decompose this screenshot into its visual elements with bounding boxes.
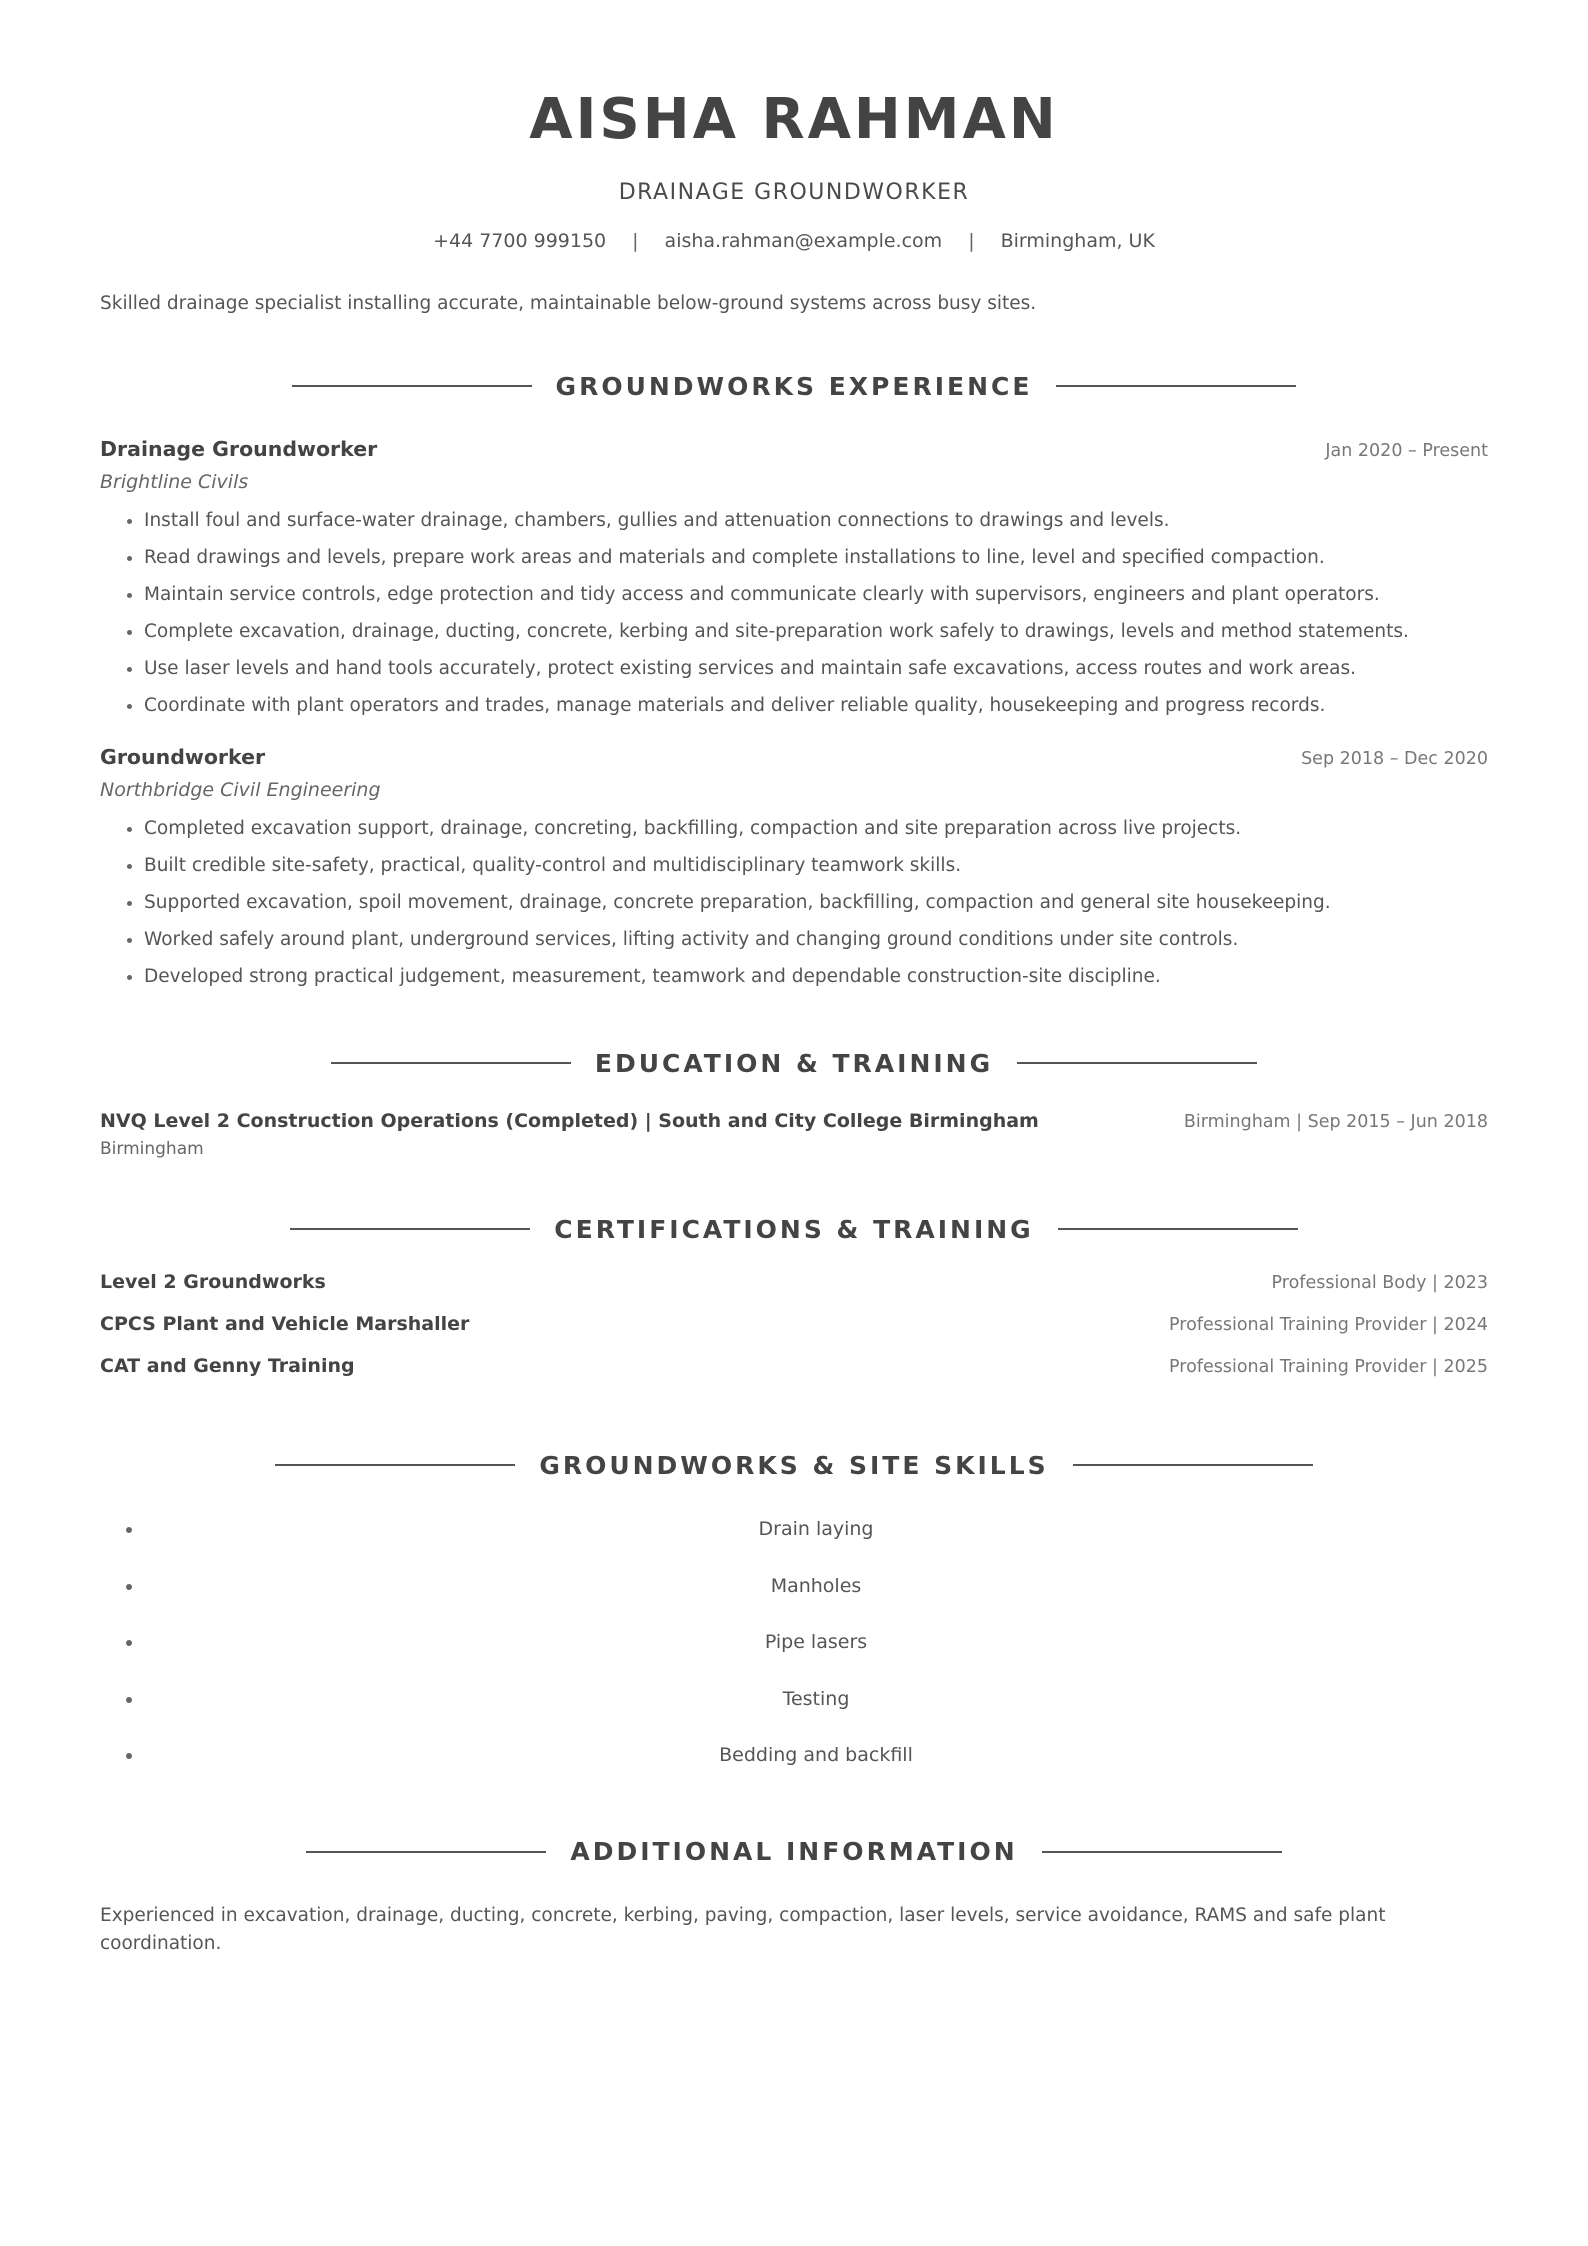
section-experience-heading (100, 368, 1488, 404)
job-bullet: • Use laser levels and hand tools accurately, protect existing services and maintain safe excavations, access routes and work areas. (144, 650, 1488, 687)
certification-item (100, 1355, 1488, 1397)
certification-meta: Professional Body | 2023 (1271, 1273, 1488, 1293)
section-education-heading (100, 1045, 1488, 1081)
candidate-name: AISHA RAHMAN (529, 87, 1059, 152)
contact-separator: | (632, 230, 639, 252)
skill-item: • Drain laying (144, 1501, 1488, 1558)
contact-phone: +44 7700 999150 (433, 230, 607, 252)
resume-header (100, 0, 1488, 254)
section-title: CERTIFICATIONS & TRAINING (554, 1214, 1034, 1244)
heading-rule-right (1042, 1851, 1282, 1853)
skill-item: • Testing (144, 1671, 1488, 1728)
education-meta: Birmingham | Sep 2015 – Jun 2018 (1183, 1112, 1488, 1132)
job-bullets (100, 810, 1488, 995)
education-entry (100, 1107, 1488, 1161)
heading-rule-right (1073, 1464, 1313, 1466)
job-bullet: • Built credible site-safety, practical, quality-control and multidisciplinary teamwork skills. (144, 847, 1488, 884)
certification-name: Level 2 Groundworks (100, 1271, 326, 1293)
contact-separator: | (968, 230, 975, 252)
job-dates: Sep 2018 – Dec 2020 (1301, 749, 1488, 769)
education-title: NVQ Level 2 Construction Operations (Completed) | South and City College Birmingham (100, 1110, 1039, 1132)
job-bullet: • Read drawings and levels, prepare work areas and materials and complete installations to line, level and specified compaction. (144, 539, 1488, 576)
contact-email: aisha.rahman@example.com (664, 230, 943, 252)
job-entry (100, 742, 1488, 995)
additional-info-text: Experienced in excavation, drainage, ducting, concrete, kerbing, paving, compaction, laser levels, service avoidance, RAMS and safe plant coordination. (100, 1904, 1386, 1954)
heading-rule-right (1058, 1228, 1298, 1230)
heading-rule-left (290, 1228, 530, 1230)
skills-list (100, 1501, 1488, 1784)
job-bullet: • Completed excavation support, drainage, concreting, backfilling, compaction and site preparation across live projects. (144, 810, 1488, 847)
contact-location: Birmingham, UK (1000, 230, 1155, 252)
job-bullets (100, 502, 1488, 724)
skill-item: • Bedding and backfill (144, 1727, 1488, 1784)
certification-meta: Professional Training Provider | 2025 (1169, 1357, 1488, 1377)
job-bullet: • Worked safely around plant, underground services, lifting activity and changing ground conditions under site controls. (144, 921, 1488, 958)
certification-name: CAT and Genny Training (100, 1355, 355, 1377)
job-bullet: • Complete excavation, drainage, ducting, concrete, kerbing and site-preparation work safely to drawings, levels and method statements. (144, 613, 1488, 650)
contact-line (100, 228, 1488, 254)
job-title: Groundworker (100, 745, 266, 769)
job-bullet: • Coordinate with plant operators and trades, manage materials and deliver reliable quality, housekeeping and progress records. (144, 687, 1488, 724)
job-dates: Jan 2020 – Present (1325, 441, 1488, 461)
section-additional-heading (100, 1834, 1488, 1870)
heading-rule-left (275, 1464, 515, 1466)
job-bullet: • Maintain service controls, edge protection and tidy access and communicate clearly with supervisors, engineers and plant operators. (144, 576, 1488, 613)
job-entry (100, 434, 1488, 724)
section-title: GROUNDWORKS & SITE SKILLS (539, 1450, 1049, 1480)
heading-rule-right (1056, 385, 1296, 387)
job-company: Brightline Civils (100, 471, 249, 493)
education-location: Birmingham (100, 1139, 204, 1159)
certification-meta: Professional Training Provider | 2024 (1169, 1315, 1488, 1335)
skill-item: • Manholes (144, 1558, 1488, 1615)
skill-item: • Pipe lasers (144, 1614, 1488, 1671)
heading-rule-left (331, 1062, 571, 1064)
job-company: Northbridge Civil Engineering (100, 779, 381, 801)
certification-list (100, 1271, 1488, 1397)
heading-rule-left (292, 385, 532, 387)
certification-item (100, 1271, 1488, 1313)
section-title: EDUCATION & TRAINING (594, 1048, 994, 1078)
section-title: GROUNDWORKS EXPERIENCE (555, 371, 1033, 401)
job-bullet: • Install foul and surface-water drainage, chambers, gullies and attenuation connections to drawings and levels. (144, 502, 1488, 539)
job-bullet: • Supported excavation, spoil movement, drainage, concrete preparation, backfilling, compaction and general site housekeeping. (144, 884, 1488, 921)
heading-rule-right (1017, 1062, 1257, 1064)
job-title: Drainage Groundworker (100, 437, 378, 461)
summary-text: Skilled drainage specialist installing accurate, maintainable below-ground systems across busy sites. (100, 293, 1037, 314)
job-bullet: • Developed strong practical judgement, measurement, teamwork and dependable construction-site discipline. (144, 958, 1488, 995)
heading-rule-left (306, 1851, 546, 1853)
certification-name: CPCS Plant and Vehicle Marshaller (100, 1313, 470, 1335)
certification-item (100, 1313, 1488, 1355)
section-title: ADDITIONAL INFORMATION (570, 1837, 1018, 1866)
section-certifications-heading (100, 1211, 1488, 1247)
candidate-headline: DRAINAGE GROUNDWORKER (618, 180, 970, 205)
section-skills-heading (100, 1447, 1488, 1483)
